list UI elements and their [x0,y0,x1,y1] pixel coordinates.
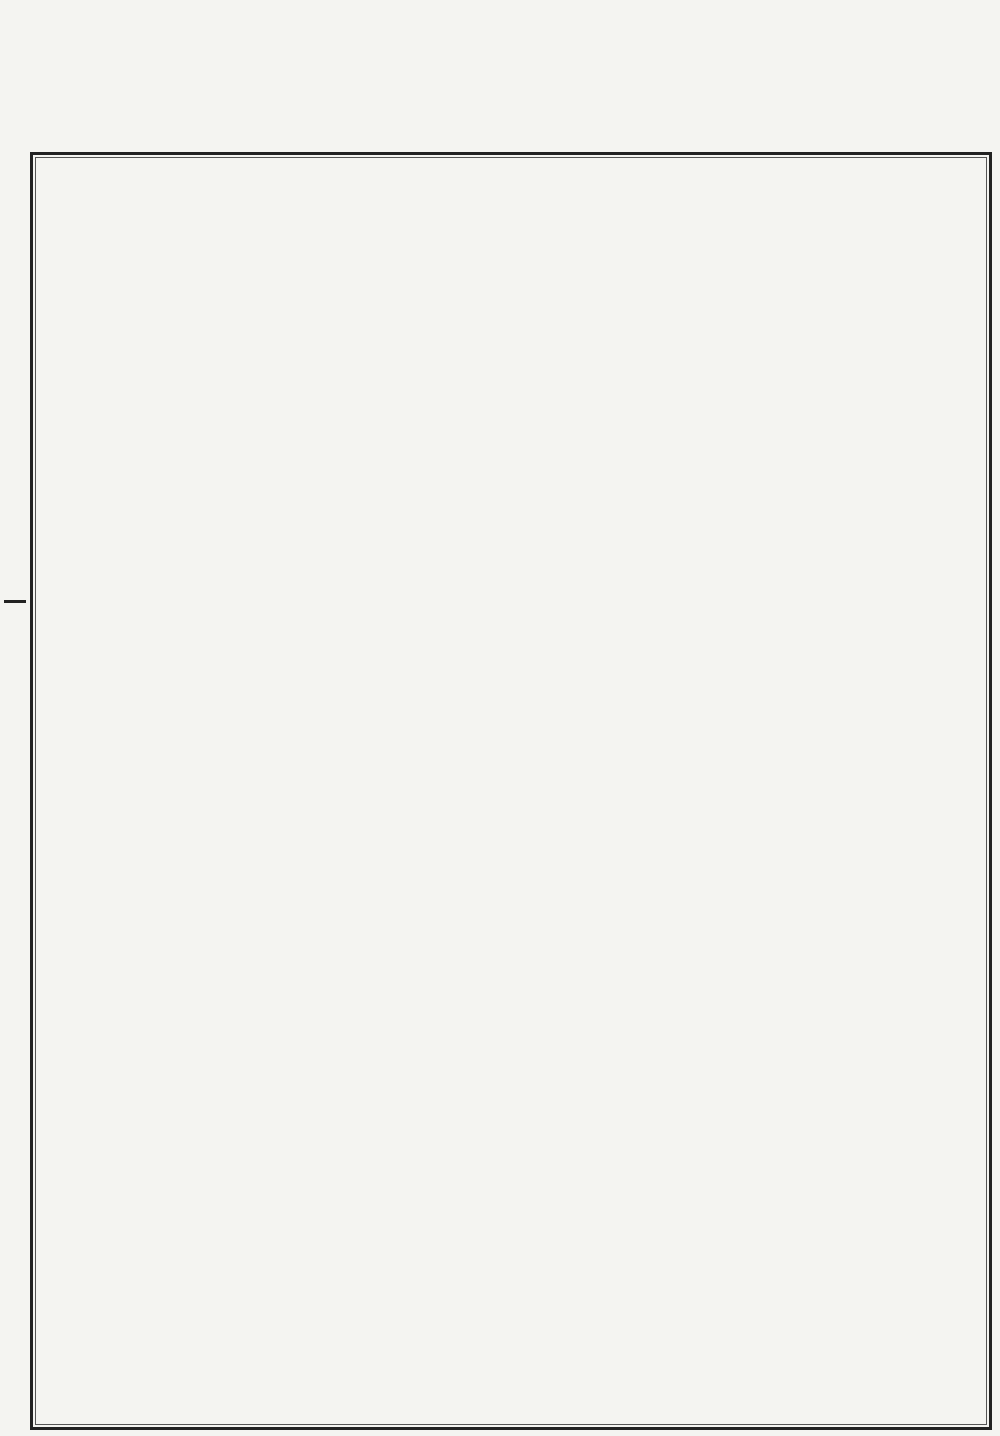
margin-rule [4,600,26,603]
seal-script-header [30,0,995,150]
page-margin [0,160,30,1430]
dictionary-text-body [40,162,985,1422]
